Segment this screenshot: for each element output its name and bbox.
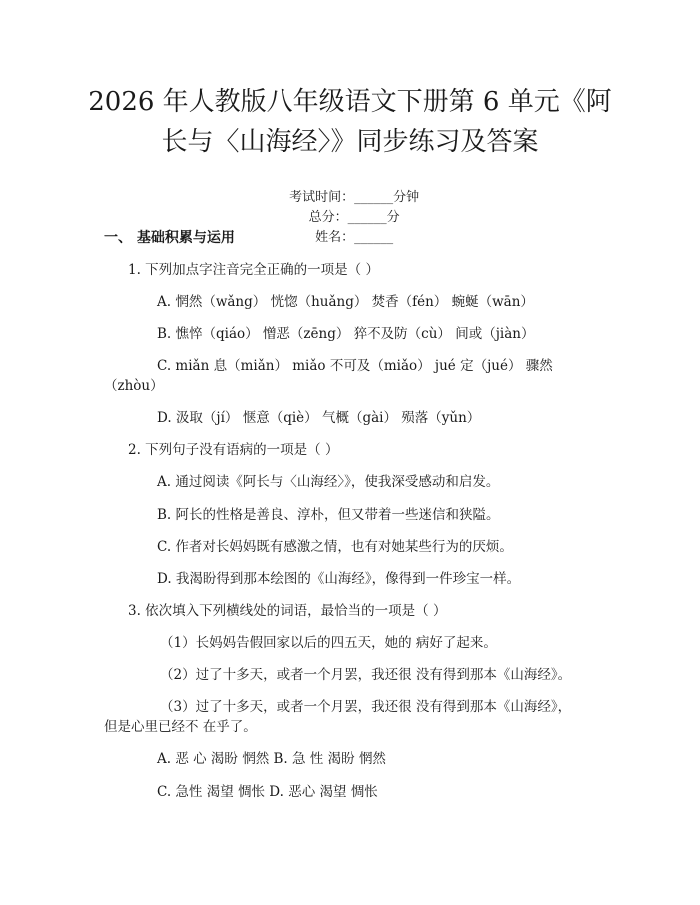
exam-score: 总分：______分 <box>308 210 400 225</box>
question-1-option-c: C. miǎn 息（miǎn） miǎo 不可及（miǎo） jué 定（jué） 骤然 <box>157 358 553 374</box>
question-1-option-b: B. 憔悴（qiáo） 憎恶（zēng） 猝不及防（cù） 间或（jiàn） <box>157 326 535 342</box>
title-line-1: 2026 年人教版八年级语文下册第 6 单元《阿 <box>88 87 612 117</box>
question-3-sentence-3: （3）过了十多天，或者一个月罢，我还很 没有得到那本《山海经》， <box>160 699 572 715</box>
title-line-2: 长与〈山海经〉》同步练习及答案 <box>161 127 539 157</box>
question-2-option-d: D. 我渴盼得到那本绘图的《山海经》，像得到一件珍宝一样。 <box>157 571 521 587</box>
question-3-sentence-3-wrap: 但是心里已经不 在乎了。 <box>104 719 257 735</box>
question-3-sentence-1: （1）长妈妈告假回家以后的四五天，她的 病好了起来。 <box>160 635 497 651</box>
question-2-option-b: B. 阿长的性格是善良、淳朴，但又带着一些迷信和狭隘。 <box>157 507 500 523</box>
document-title <box>80 82 620 162</box>
question-1-stem: 1. 下列加点字注音完全正确的一项是（ ） <box>128 262 379 278</box>
question-3-options-cd: C. 急性 渴望 惆怅 D. 恶心 渴望 惆怅 <box>157 784 378 800</box>
question-1-option-d: D. 汲取（jí） 惬意（qiè） 气概（gài） 殒落（yǔn） <box>157 410 481 426</box>
question-3-options-ab: A. 恶 心 渴盼 惘然 B. 急 性 渴盼 惘然 <box>157 751 386 767</box>
question-2-stem: 2. 下列句子没有语病的一项是（ ） <box>128 442 339 458</box>
exam-time: 考试时间：______分钟 <box>289 190 420 205</box>
student-name: 姓名：______ <box>315 230 394 245</box>
question-3-stem: 3. 依次填入下列横线处的词语，最恰当的一项是（ ） <box>128 603 447 619</box>
question-3-sentence-2: （2）过了十多天，或者一个月罢，我还很 没有得到那本《山海经》。 <box>160 667 572 683</box>
section-heading: 一、 基础积累与运用 <box>104 230 235 246</box>
question-1-option-c-wrap: （zhòu） <box>104 378 164 394</box>
question-2-option-a: A. 通过阅读《阿长与〈山海经〉》，使我深受感动和启发。 <box>157 474 500 490</box>
question-1-option-a: A. 惘然（wǎng） 恍惚（huǎng） 焚香（fén） 蜿蜒（wān） <box>157 294 534 310</box>
question-2-option-c: C. 作者对长妈妈既有感激之情，也有对她某些行为的厌烦。 <box>157 539 513 555</box>
